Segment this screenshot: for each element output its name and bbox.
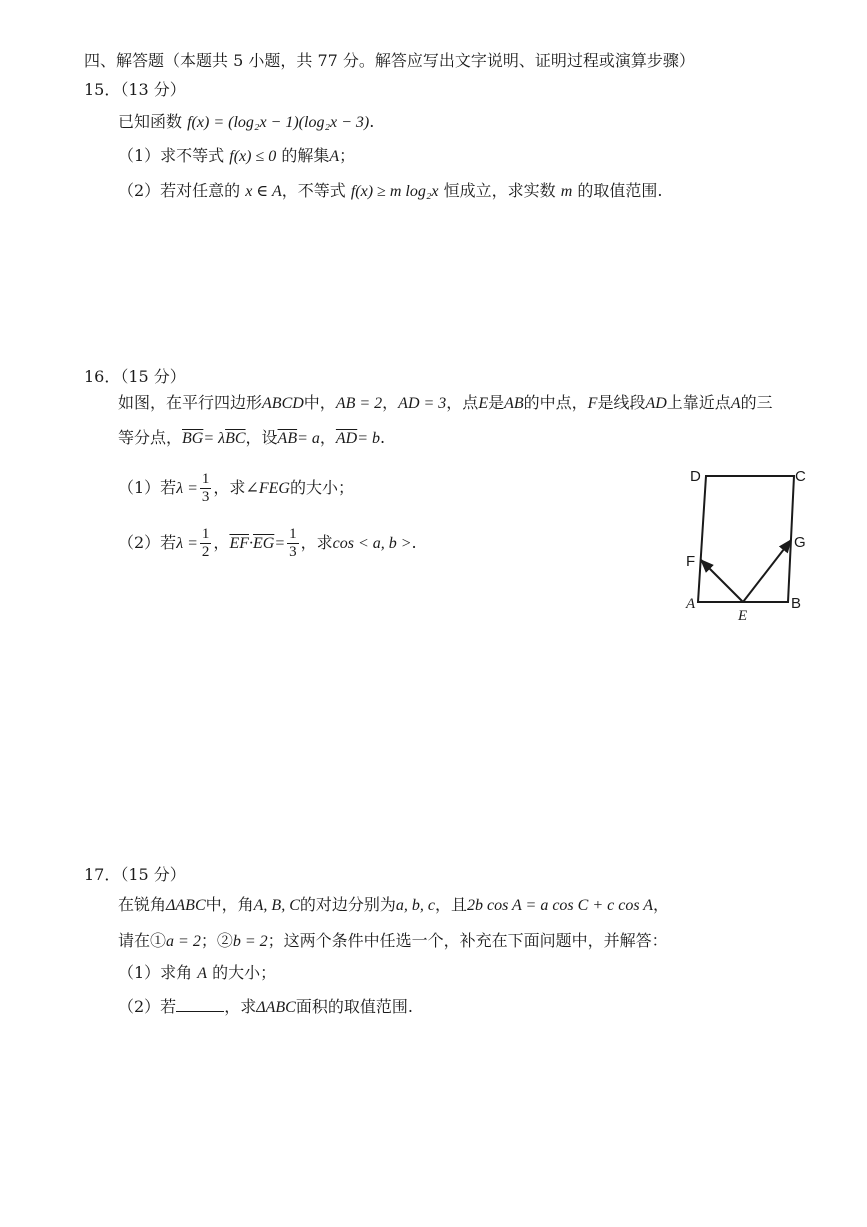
frac-num: 1 xyxy=(201,526,210,542)
q16-part2-cos: cos < a, b > xyxy=(332,535,412,552)
q17-part2-tri: ΔABC xyxy=(256,999,296,1016)
q16-eq: = xyxy=(274,535,286,552)
q16-lambda-eq2: λ = xyxy=(176,535,198,552)
q17-choice2: b = 2 xyxy=(232,933,268,950)
q16-lambda-eq: λ = xyxy=(176,480,198,497)
q15-function-def: f(x) = (log₂x − 1)(log₂x − 3) xyxy=(187,114,370,131)
label-g: G xyxy=(794,534,806,551)
parallelogram-figure xyxy=(676,462,816,627)
q17-part1-end: 的大小； xyxy=(212,963,277,982)
q15-part1-set: A xyxy=(329,148,340,165)
vec-ab: $\overline{AB}$ xyxy=(277,430,298,447)
answer-blank xyxy=(176,997,224,1012)
q16-ad: AD = 3 xyxy=(398,395,447,412)
q16-eq-a: = a xyxy=(297,430,320,447)
q17-eq: 2b cos A = a cos C + c cos A xyxy=(467,897,654,914)
q16-e: E xyxy=(478,395,489,412)
q17-part2-end: 面积的取值范围. xyxy=(295,997,413,1016)
q16-header: 16．（15 分） xyxy=(84,367,186,386)
q17-part2-mid: ，求 xyxy=(224,997,257,1016)
q16-f: F xyxy=(587,395,598,412)
q15-stem-prefix: 已知函数 xyxy=(118,112,183,131)
q15-stem xyxy=(118,111,374,134)
q15-header: 15．（13 分） xyxy=(84,80,186,99)
q17-part2 xyxy=(118,996,413,1019)
q17-sides: a, b, c xyxy=(395,897,435,914)
q16-ad2: AD xyxy=(645,395,667,412)
q15-part1-prefix: （1）求不等式 xyxy=(118,146,225,165)
q16-part2 xyxy=(118,525,417,562)
vec-ad: $\overline{AD}$ xyxy=(335,430,358,447)
q17-part2-prefix: （2）若 xyxy=(118,997,177,1016)
q15-stem-suffix: . xyxy=(369,112,375,131)
parallelogram-outline xyxy=(698,476,794,602)
vec-eg: $\overline{EG}$ xyxy=(252,535,275,552)
q16-part2-end: . xyxy=(411,533,417,552)
q16-part1-end: 的大小； xyxy=(289,478,354,497)
frac-num: 1 xyxy=(289,526,297,542)
q16-ab: AB = 2 xyxy=(335,395,383,412)
q17-text: ， xyxy=(653,895,670,914)
q16-ab2: AB xyxy=(504,395,524,412)
q16-text: 是 xyxy=(488,393,505,412)
q17-text: ，且 xyxy=(434,895,467,914)
q16-dot: · xyxy=(248,535,253,552)
q17-text: 的对边分别为 xyxy=(299,895,396,914)
q16-text: ， xyxy=(319,428,336,447)
q16-part1-prefix: （1）若 xyxy=(118,478,177,497)
vec-bg: $\overline{BG}$ xyxy=(182,430,204,447)
q15-part2-prefix: （2）若对任意的 xyxy=(118,181,241,200)
vector-eg xyxy=(743,540,791,602)
frac-den: 3 xyxy=(289,544,297,560)
label-b: B xyxy=(791,595,802,612)
q17-part1 xyxy=(118,962,276,985)
label-c: C xyxy=(795,468,806,485)
section-heading xyxy=(84,50,695,72)
q15-part1-mid: 的解集 xyxy=(281,146,330,165)
q16-stem-line1 xyxy=(118,392,773,415)
q16-part1-mid: ，求 xyxy=(213,478,246,497)
q16-part1-angle: ∠FEG xyxy=(245,480,290,497)
q15-part2-var: m xyxy=(560,183,573,200)
label-d: D xyxy=(690,468,701,485)
q15-part2 xyxy=(118,180,662,203)
label-a: A xyxy=(686,596,696,612)
vec-bc: $\overline{BC}$ xyxy=(225,430,246,447)
q16-a: A xyxy=(730,395,741,412)
q17-choice-suffix: ；这两个条件中任选一个，补充在下面问题中，并解答： xyxy=(267,931,668,950)
q17-header: 17．（15 分） xyxy=(84,865,186,884)
fraction-one-half xyxy=(200,526,212,561)
q15-part1-ineq: f(x) ≤ 0 xyxy=(229,148,277,165)
frac-den: 3 xyxy=(201,489,210,505)
q16-text: ，点 xyxy=(446,393,479,412)
q16-text: 是线段 xyxy=(597,393,646,412)
q16-text: 中， xyxy=(303,393,336,412)
q17-part1-prefix: （1）求角 xyxy=(118,963,193,982)
q17-tri: ΔABC xyxy=(166,897,206,914)
q16-text: ， xyxy=(382,393,399,412)
fraction-one-third-2 xyxy=(287,526,299,561)
q16-text: 的中点， xyxy=(523,393,588,412)
q15-part1-end: ； xyxy=(339,146,356,165)
section-heading-text: 四、解答题（本题共 5 小题，共 77 分。解答应写出文字说明、证明过程或演算步骤） xyxy=(84,51,695,70)
frac-num: 1 xyxy=(201,471,210,487)
q16-part2-comma: ， xyxy=(213,533,230,552)
q15-part2-mid: ，不等式 xyxy=(281,181,346,200)
q15-part2-ineq: f(x) ≥ m log₂x xyxy=(350,183,439,200)
fraction-one-third xyxy=(200,471,212,506)
q16-text: 如图，在平行四边形 xyxy=(118,393,263,412)
vector-ef xyxy=(701,560,743,602)
q16-part2-mid: ，求 xyxy=(300,533,333,552)
q17-part1-var: A xyxy=(197,965,208,982)
label-f: F xyxy=(686,553,696,570)
q16-text: 上靠近点 xyxy=(666,393,731,412)
q17-stem xyxy=(118,894,669,917)
q16-text: 的三 xyxy=(740,393,773,412)
q15-part2-end: 的取值范围. xyxy=(577,181,663,200)
q17-text: 中，角 xyxy=(205,895,254,914)
q15-part1 xyxy=(118,145,355,168)
q16-part1 xyxy=(118,470,354,507)
q17-choice1: a = 2 xyxy=(166,933,201,950)
vec-ef: $\overline{EF}$ xyxy=(229,535,249,552)
q17-choice-sep: ；② xyxy=(200,931,233,950)
q16-text: ，设 xyxy=(245,428,278,447)
q16-stem-line2 xyxy=(118,427,385,450)
q17-text: 在锐角 xyxy=(118,895,167,914)
q15-part2-cond: x ∈ A xyxy=(245,183,282,200)
q16-eq-lambda: = λ xyxy=(203,430,226,447)
q17-choice-prefix: 请在① xyxy=(118,931,167,950)
q16-part2-prefix: （2）若 xyxy=(118,533,177,552)
q16-text: 等分点， xyxy=(118,428,183,447)
label-e: E xyxy=(738,608,748,624)
frac-den: 2 xyxy=(201,544,210,560)
q16-text: . xyxy=(380,428,386,447)
q17-angles: A, B, C xyxy=(253,897,300,914)
q15-part2-mid2: 恒成立，求实数 xyxy=(443,181,556,200)
q17-choices xyxy=(118,930,668,953)
q16-abcd: ABCD xyxy=(262,395,304,412)
q16-eq-b: = b xyxy=(357,430,381,447)
